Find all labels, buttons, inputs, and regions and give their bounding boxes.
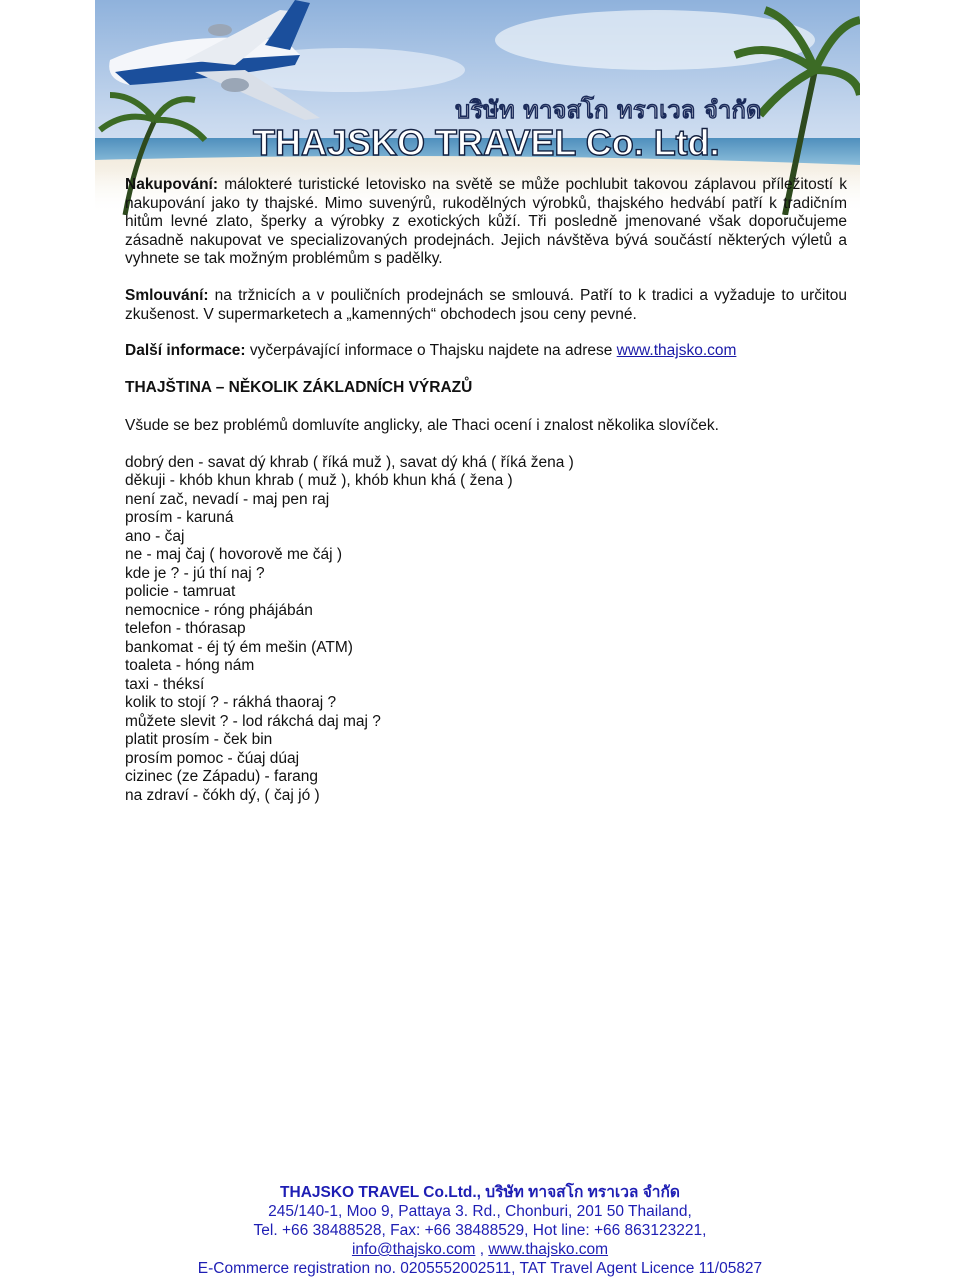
shopping-label: Nakupování: <box>125 176 219 193</box>
footer-phones: Tel. +66 38488528, Fax: +66 38488529, Hot line: +66 863123221, <box>253 1222 707 1239</box>
phrase-item: děkuji - khób khun khrab ( muž ), khób khun khá ( žena ) <box>125 472 513 490</box>
bargaining-label: Smlouvání: <box>125 286 209 304</box>
page-footer <box>0 1183 960 1278</box>
phrase-item: kde je ? - jú thí naj ? <box>125 564 265 582</box>
phrase-item: toaleta - hóng nám <box>125 657 255 675</box>
phrase-item: cizinec (ze Západu) - farang <box>125 768 318 786</box>
thai-phrases-heading: THAJŠTINA – NĚKOLIK ZÁKLADNÍCH VÝRAZŮ <box>125 378 473 396</box>
banner-company-name: THAJSKO TRAVEL Co. Ltd. <box>253 122 720 163</box>
phrase-item: můžete slevit ? - lod rákchá daj maj ? <box>125 712 381 730</box>
phrase-item: ne - maj čaj ( hovorově me čáj ) <box>125 546 343 564</box>
thajsko-website-link[interactable]: www.thajsko.com <box>616 342 737 360</box>
phrase-item: bankomat - éj tý ém mešin (ATM) <box>125 638 353 656</box>
phrase-item: prosím pomoc - čúaj dúaj <box>125 749 300 767</box>
phrase-item: policie - tamruat <box>125 583 236 601</box>
phrase-item: není zač, nevadí - maj pen raj <box>125 490 330 508</box>
phrase-item: dobrý den - savat dý khrab ( říká muž ), savat dý khá ( říká žena ) <box>125 453 574 471</box>
phrase-item: taxi - théksí <box>125 675 205 693</box>
footer-registration: E-Commerce registration no. 0205552002511, TAT Travel Agent Licence 11/05827 <box>197 1260 763 1277</box>
phrase-item: na zdraví - čókh dý, ( čaj jó ) <box>125 786 320 804</box>
footer-company-thai: , บริษัท ทาจสโก ทราเวล จำกัด <box>476 1184 680 1201</box>
phrase-item: platit prosím - ček bin <box>125 731 273 749</box>
footer-company-line <box>0 1183 960 1202</box>
document-body <box>125 176 847 805</box>
phrase-item: ano - čaj <box>125 527 185 545</box>
footer-contact-line <box>0 1240 960 1259</box>
more-info-text: vyčerpávající informace o Thajsku najdete na adrese <box>245 342 617 360</box>
footer-company-name: THAJSKO TRAVEL Co.Ltd. <box>280 1184 477 1201</box>
more-info-paragraph <box>125 342 847 361</box>
bargaining-paragraph <box>125 287 847 324</box>
footer-email-link[interactable]: info@thajsko.com <box>351 1241 476 1258</box>
more-info-label: Další informace: <box>125 342 246 360</box>
footer-separator: , <box>475 1241 489 1258</box>
bargaining-text: na tržnicích a v pouličních prodejnách se smlouvá. Patří to k tradici a vyžaduje to určitou zkušenost. V supermarketech a „kamenných“ obchodech jsou ceny pevné. <box>125 286 847 323</box>
phrase-item: kolik to stojí ? - rákhá thaoraj ? <box>125 694 337 712</box>
intro-text: Všude se bez problémů domluvíte anglicky, ale Thaci ocení i znalost několika slovíček. <box>125 417 719 435</box>
phrase-item: prosím - karuná <box>125 509 234 527</box>
banner-thai-name: บริษัท ทาจสโก ทราเวล จำกัด <box>455 96 762 124</box>
shopping-text: málokteré turistické letovisko na světě se může pochlubit takovou záplavou příležitostí k nakupování jako ty thajské. Mimo suvenýrů, rukodělných výrobků, thajského hedvábí patří k tradičním hitům levné zlato, šperky a výrobky z exotických kůží. Tři posledně jmenované však doporučujeme zásadně nakupovat ve specializovaných prodejnách. Jejich návštěva bývá součástí některých výletů a vyhnete se tak možným problémům s padělky. <box>125 176 847 268</box>
phrase-item: telefon - thórasap <box>125 620 246 638</box>
phrase-list <box>125 454 847 806</box>
footer-address: 245/140-1, Moo 9, Pattaya 3. Rd., Chonburi, 201 50 Thailand, <box>268 1203 692 1220</box>
phrase-item: nemocnice - róng phájábán <box>125 601 313 619</box>
shopping-paragraph <box>125 176 847 269</box>
footer-web-link[interactable]: www.thajsko.com <box>488 1241 609 1258</box>
